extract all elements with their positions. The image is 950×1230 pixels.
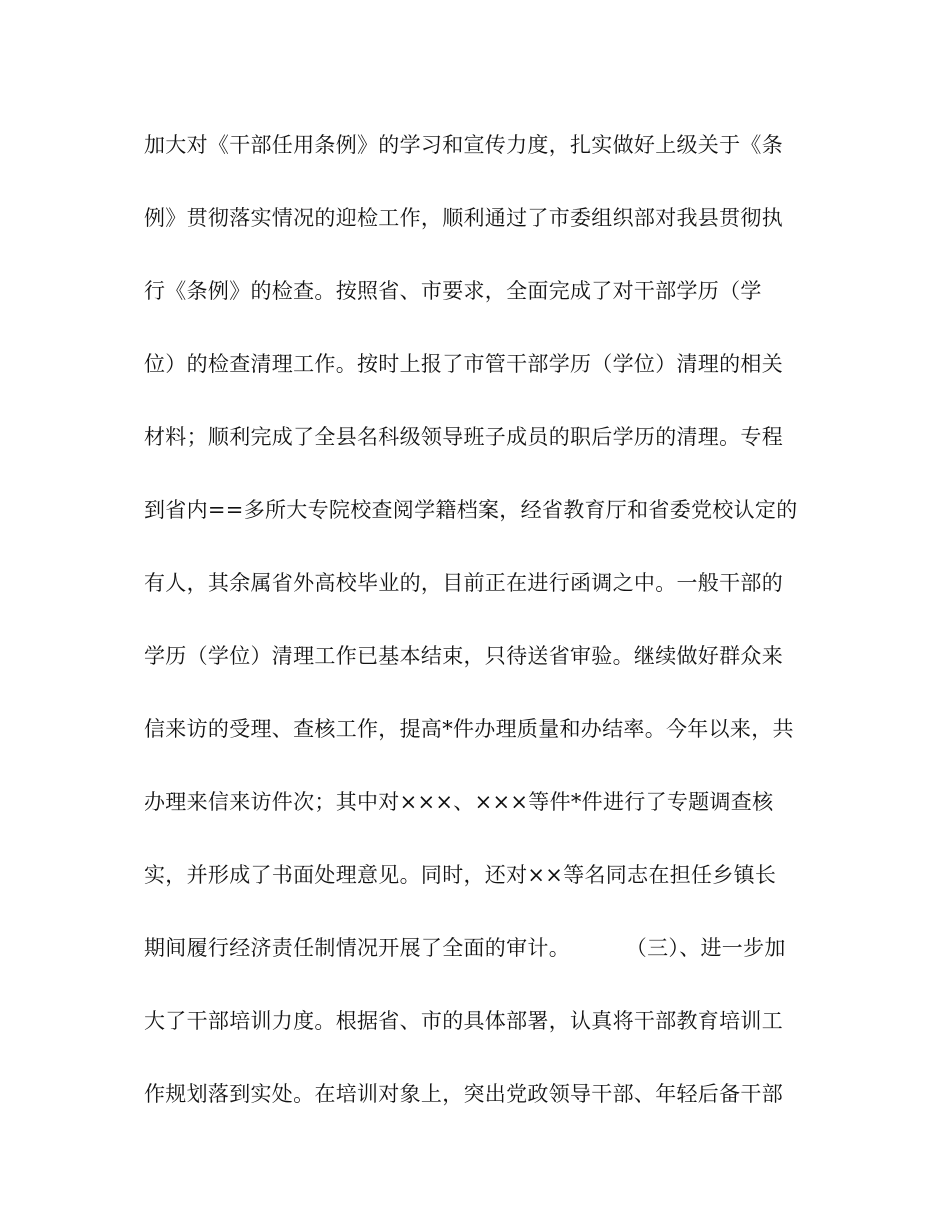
text-line-2: 例》贯彻落实情况的迎检工作，顺利通过了市委组织部对我县贯彻执 (144, 206, 783, 230)
text-line-5: 材料；顺利完成了全县名科级领导班子成员的职后学历的清理。专程 (144, 425, 783, 449)
text-line-8: 学历（学位）清理工作已基本结束，只待送省审验。继续做好群众来 (144, 644, 783, 668)
text-line-11: 实，并形成了书面处理意见。同时，还对××等名同志在担任乡镇长 (144, 863, 777, 887)
text-line-10: 办理来信来访件次；其中对×××、×××等件*件进行了专题调查核 (144, 790, 774, 814)
text-line-12: 期间履行经济责任制情况开展了全面的审计。 （三）、进一步加 (144, 936, 786, 960)
text-line-4: 位）的检查清理工作。按时上报了市管干部学历（学位）清理的相关 (144, 352, 783, 376)
document-body (144, 120, 824, 1142)
text-line-13: 大了干部培训力度。根据省、市的具体部署，认真将干部教育培训工 (144, 1009, 783, 1033)
text-line-1: 加大对《干部任用条例》的学习和宣传力度，扎实做好上级关于《条 (144, 133, 783, 157)
text-line-9: 信来访的受理、查核工作，提高*件办理质量和办结率。今年以来，共 (144, 717, 794, 741)
text-line-7: 有人，其余属省外高校毕业的，目前正在进行函调之中。一般干部的 (144, 571, 783, 595)
text-line-14: 作规划落到实处。在培训对象上，突出党政领导干部、年轻后备干部 (144, 1082, 783, 1106)
text-line-3: 行《条例》的检查。按照省、市要求，全面完成了对干部学历（学 (144, 279, 762, 303)
text-line-6: 到省内==多所大专院校查阅学籍档案，经省教育厅和省委党校认定的 (144, 498, 798, 522)
